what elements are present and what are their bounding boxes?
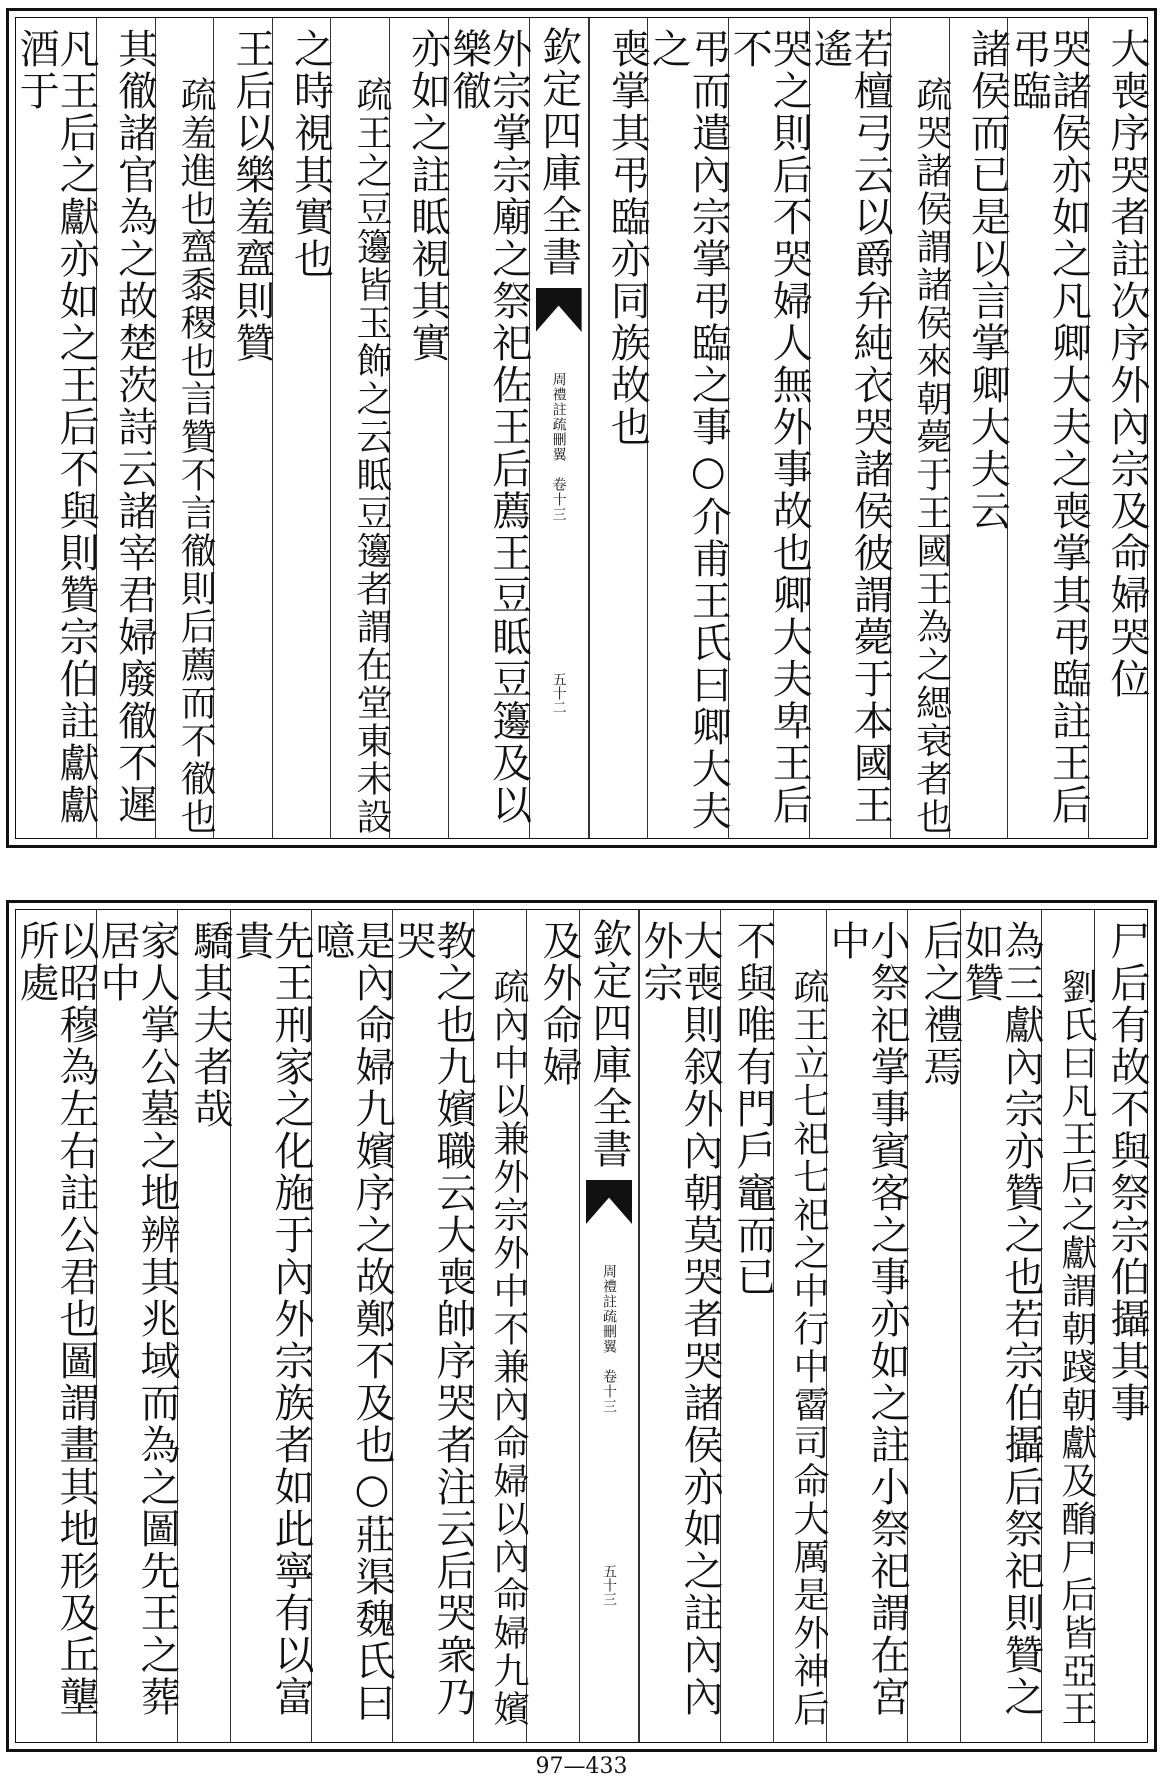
text-column — [228, 910, 314, 1742]
text-column — [720, 910, 776, 1742]
column-text: 尸后有故不與祭宗伯攝其事 — [1104, 920, 1150, 1424]
bottom-page — [6, 900, 1157, 1752]
column-text: 小祭祀掌事賓客之事亦如之註小祭祀謂在宮中 — [824, 920, 910, 1718]
column-text: 弔而遣內宗掌弔臨之事○介甫王氏曰卿大夫之 — [645, 28, 732, 832]
column-text: 教之也九嬪職云大喪帥序哭者注云后哭衆乃哭 — [390, 920, 476, 1718]
text-column — [589, 18, 651, 838]
text-column — [13, 18, 100, 838]
column-text: 哭之則后不哭婦人無外事故也卿大夫卑王后不 — [726, 28, 813, 826]
column-text: 是內命婦九嬪序之故鄭不及也○莊渠魏氏曰噫 — [309, 920, 395, 1724]
page-number: 97—433 — [535, 1754, 628, 1779]
text-column — [473, 910, 529, 1742]
column-text: 疏王之豆籩皆玉飾之云眡豆籩者謂在堂東未設 — [351, 76, 393, 836]
column-text: 哭諸侯亦如之凡卿大夫之喪掌其弔臨註王后弔臨 — [1005, 28, 1092, 826]
text-column — [637, 910, 723, 1742]
column-text: 大喪則叙外內朝莫哭者哭諸侯亦如之註內內外宗 — [637, 920, 723, 1718]
text-column — [824, 910, 910, 1742]
column-text: 之時視其實也 — [287, 28, 334, 280]
text-column — [890, 18, 952, 838]
column-text: 及外命婦 — [536, 920, 582, 1088]
text-column — [96, 18, 158, 838]
text-column — [445, 18, 532, 838]
text-column — [526, 910, 582, 1742]
column-text: 驕其夫者哉 — [187, 920, 233, 1130]
text-column — [1005, 18, 1092, 838]
text-column — [177, 910, 233, 1742]
text-column — [726, 18, 813, 838]
column-text: 大喪序哭者註次序外內宗及命婦哭位 — [1104, 28, 1150, 700]
top-page — [6, 8, 1157, 848]
column-text: 外宗掌宗廟之祭祀佐王后薦王豆眡豆籩及以樂徹 — [445, 28, 532, 826]
leaf-number: 五十二 — [550, 672, 567, 714]
volume-info: 周禮註疏刪翼 卷十三 — [550, 372, 567, 522]
column-text: 諸侯而已是以言掌卿大夫云 — [964, 28, 1011, 532]
fishtail-mark-icon — [536, 288, 582, 332]
column-text: 亦如之註眡視其實 — [404, 28, 451, 364]
column-text: 家人掌公墓之地辨其兆域而為之圖先王之葬居中 — [94, 920, 180, 1718]
text-column — [330, 18, 393, 838]
text-column — [155, 18, 217, 838]
text-column — [213, 18, 275, 838]
fishtail-mark-icon — [586, 1180, 632, 1224]
top-page-columns — [15, 17, 1148, 839]
text-column — [773, 910, 829, 1742]
text-column — [1094, 910, 1150, 1742]
column-text: 疏羞進也齍黍稷也言贊不言徹則后薦而不徹也 — [175, 76, 217, 836]
column-text: 疏內中以兼外宗外中不兼內命婦以內命婦九嬪 — [488, 968, 529, 1728]
center-fold-column — [529, 18, 589, 838]
center-fold-column — [579, 910, 639, 1742]
column-text: 凡王后之獻亦如之王后不與則贊宗伯註獻獻酒于 — [13, 28, 100, 826]
column-text: 不與唯有門戶竈而已 — [730, 920, 776, 1298]
column-text: 其徹諸官為之故楚茨詩云諸宰君婦廢徹不遲 — [111, 28, 158, 826]
column-text: 疏哭諸侯謂諸侯來朝薨于王國王為之緦衰者也 — [910, 76, 952, 836]
text-column — [1041, 910, 1097, 1742]
column-text: 以昭穆為左右註公君也圖謂畫其地形及丘壟所處 — [13, 920, 99, 1718]
column-text: 王后以樂羞齍則贊 — [228, 28, 275, 364]
book-title: 欽定四庫全書 — [535, 26, 582, 278]
text-column — [907, 910, 963, 1742]
text-column — [807, 18, 894, 838]
book-title: 欽定四庫全書 — [586, 918, 632, 1170]
text-column — [645, 18, 732, 838]
text-column — [272, 18, 334, 838]
column-text: 后之禮焉 — [917, 920, 963, 1088]
column-text: 先王刑家之化施于內外宗族者如此寧有以富貴 — [228, 920, 314, 1718]
volume-info: 周禮註疏刪翼 卷十三 — [601, 1264, 617, 1414]
column-text: 劉氏曰凡王后之獻謂朝踐朝獻及酳尸后皆亞王 — [1056, 968, 1097, 1728]
text-column — [390, 910, 476, 1742]
text-column — [949, 18, 1011, 838]
bottom-page-columns — [15, 909, 1148, 1743]
text-column — [1088, 18, 1150, 838]
text-column — [94, 910, 180, 1742]
column-text: 疏王立七祀七祀之中行中霤司命大厲是外神后 — [788, 968, 829, 1728]
column-text: 喪掌其弔臨亦同族故也 — [604, 28, 651, 448]
leaf-number: 五十三 — [601, 1564, 617, 1606]
text-column — [309, 910, 395, 1742]
column-text: 為三獻內宗亦贊之也若宗伯攝后祭祀則贊之如贊 — [958, 920, 1044, 1718]
text-column — [13, 910, 99, 1742]
column-text: 若檀弓云以爵弁純衣哭諸侯彼謂薨于本國王遙 — [807, 28, 894, 826]
text-column — [958, 910, 1044, 1742]
text-column — [389, 18, 451, 838]
